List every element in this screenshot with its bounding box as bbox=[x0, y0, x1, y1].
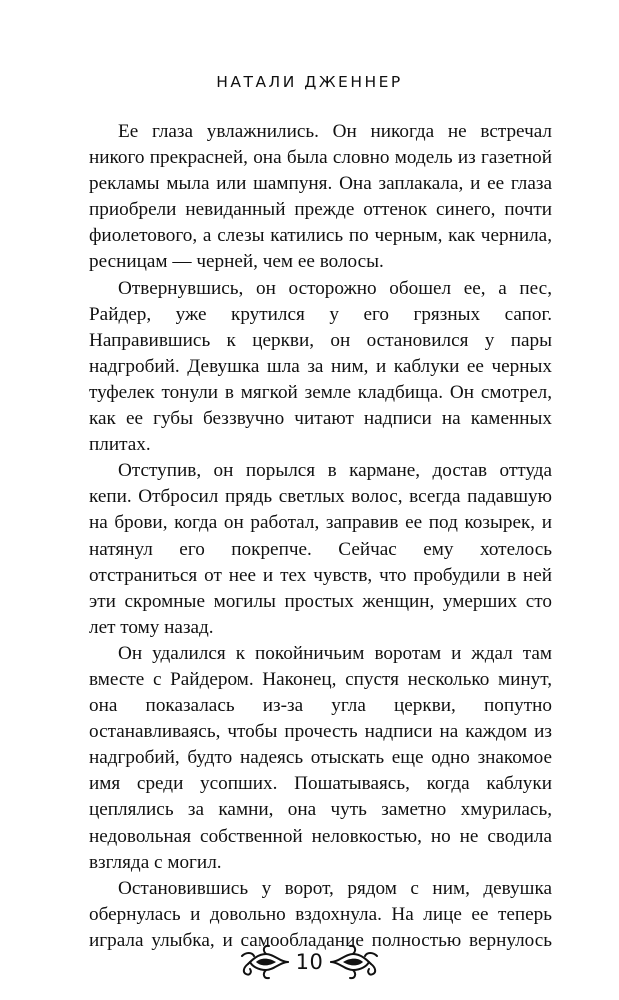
paragraph-5: Остановившись у ворот, рядом с ним, девушка обернулась и довольно вздохнула. На лице ее теперь играла улыбка, и самообладание полностью вернулось bbox=[89, 877, 552, 951]
page-folio bbox=[0, 940, 619, 984]
page-number: 10 bbox=[295, 949, 324, 974]
paragraph-1: Ее глаза увлажнились. Он никогда не встречал никого прекрасней, она была словно модель из газетной рекламы мыла или шампуня. Она заплакала, и ее глаза приобрели невиданный прежде оттенок синего, почти фиолетового, а слезы катились по черным, как чернила, ресницам — черней, чем ее волосы. bbox=[89, 121, 552, 273]
paragraph-3: Отступив, он порылся в кармане, достав оттуда кепи. Отбросил прядь светлых волос, всегда падавшую на брови, когда он работал, заправив ее под козырек, и натянул его покрепче. Сейчас ему хотелось отстраниться от нее и тех чувств, что пробудили в ней эти скромные могилы простых женщин, умерших сто лет тому назад. bbox=[89, 460, 552, 638]
body-text bbox=[89, 119, 552, 954]
paragraph-4: Он удалился к покойничьим воротам и ждал там вместе с Райдером. Наконец, спустя несколько минут, она показалась из-за угла церкви, попутно останавливаясь, чтобы прочесть надписи на каждом из надгробий, будто надеясь отыскать еще одно знакомое имя среди усопших. Пошатываясь, когда каблуки цеплялись за камни, она чуть заметно хмурилась, недовольная собственной неловкостью, но не сводила взгляда с могил. bbox=[89, 642, 552, 873]
flourish-right-icon bbox=[329, 942, 381, 982]
running-header: НАТАЛИ ДЖЕННЕР bbox=[216, 73, 403, 91]
paragraph-2: Отвернувшись, он осторожно обошел ее, а пес, Райдер, уже крутился у его грязных сапог. Направившись к церкви, он остановился у пары надгробий. Девушка шла за ним, и каблуки ее черных туфелек тонули в мягкой земле кладбища. Он смотрел, как ее губы беззвучно читают надписи на каменных плитах. bbox=[89, 277, 552, 456]
flourish-left-icon bbox=[238, 942, 290, 982]
